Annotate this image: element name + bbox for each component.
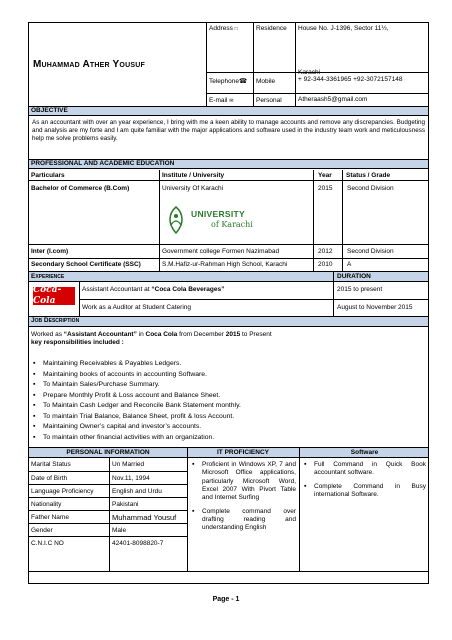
personal-row-line bbox=[29, 471, 187, 472]
job-intro bbox=[31, 331, 272, 339]
logo-word2: of Karachi bbox=[211, 220, 253, 229]
role2-duration: August to November 2015 bbox=[337, 304, 413, 311]
personal-value: Pakistani bbox=[112, 501, 139, 508]
edu-row-line bbox=[29, 258, 428, 259]
personal-row-line bbox=[29, 484, 187, 485]
list-item: ▪ Complete command over drafting reading and understanding English bbox=[190, 508, 296, 533]
personal-label: Date of Birth bbox=[31, 475, 68, 482]
telephone-value: + 92-344-3361965 +92-3072157148 bbox=[298, 76, 403, 83]
edu-row3-institute: S.M.Hafiz-ur-Rahman High School, Karachi bbox=[162, 261, 288, 268]
col-particulars: Particulars bbox=[31, 172, 65, 179]
exp-grid-line bbox=[79, 299, 428, 300]
bottom-grid-line bbox=[299, 447, 300, 571]
job-heading: Job Description bbox=[29, 316, 428, 327]
edu-row1-particular: Bachelor of Commerce (B.Com) bbox=[31, 185, 130, 192]
personal-value: 42401-8098820-7 bbox=[112, 540, 164, 547]
job-intro-from: from December bbox=[177, 331, 226, 338]
edu-grid-line bbox=[313, 170, 314, 271]
university-emblem-icon bbox=[163, 205, 189, 237]
personal-label: Gender bbox=[31, 527, 53, 534]
telephone-label: Telephone bbox=[209, 78, 239, 85]
personal-value: Nov.11, 1994 bbox=[112, 475, 150, 482]
personal-row-line bbox=[29, 497, 187, 498]
personal-row-line bbox=[29, 510, 187, 511]
address-label-cell bbox=[209, 25, 238, 33]
education-heading: PROFESSIONAL AND ACADEMIC EDUCATION bbox=[29, 159, 428, 169]
job-intro-company: Coca Cola bbox=[145, 331, 178, 338]
personal-label: Father Name bbox=[31, 514, 69, 521]
header-grid-line bbox=[206, 93, 428, 94]
list-item: ▪ Maintaining Owner’s capital and investor’s accounts. bbox=[31, 422, 411, 433]
edu-grid-line bbox=[342, 170, 343, 271]
list-item: ▪ To maintain Trial Balance, Balance Sheet, profit & loss Account. bbox=[31, 412, 411, 423]
personal-label: Nationality bbox=[31, 501, 62, 508]
list-item: ▪ Full Command in Quick Book accountant software. bbox=[302, 461, 426, 478]
logo-word1: UNIVERSITY bbox=[191, 209, 246, 219]
job-intro-role: “Assistant Accountant” bbox=[63, 331, 137, 338]
col-status: Status / Grade bbox=[346, 172, 391, 179]
job-intro-year: 2015 bbox=[225, 331, 241, 338]
edu-row-line bbox=[29, 244, 428, 245]
role2-text: Work as a Auditor at Student Catering bbox=[82, 304, 191, 311]
personal-label: Marital Status bbox=[31, 461, 71, 468]
objective-text: As an accountant with over an year experience, I bring with me a keen ability to manage accounts and remove any discrepancies. Budgeting and analysis are my forte and I am quite familiar with the major applications and software used in the industry team work and meticulousness help me solve problems easily. bbox=[32, 119, 425, 143]
bottom-table-line bbox=[29, 571, 428, 572]
telephone-icon: ☎ bbox=[239, 78, 248, 85]
duration-heading: DURATION bbox=[337, 273, 371, 280]
address-line1: House No. J-1396, Sector 11½, bbox=[298, 25, 389, 32]
bottom-grid-line bbox=[187, 447, 188, 571]
role1-text bbox=[82, 286, 224, 294]
telephone-type: Mobile bbox=[256, 78, 276, 85]
candidate-name: Muhammad Ather Yousuf bbox=[33, 59, 145, 70]
list-item: ▪ Maintaining Receivables & Payables Ledgers. bbox=[31, 359, 411, 370]
email-value[interactable]: Atheraash5@gmail.com bbox=[298, 96, 368, 103]
edu-row2-year: 2012 bbox=[318, 248, 333, 255]
list-item: ▪ Proficient in Windows XP, 7 and Microsoft Office applications, particularly Microsoft Word, Excel 2007 With Pivort Table and Internet Surfing bbox=[190, 461, 296, 503]
edu-row2-status: Second Division bbox=[347, 248, 394, 255]
edu-row1-status: Second Division bbox=[347, 185, 394, 192]
coca-cola-logo: Coca-Cola bbox=[33, 287, 75, 305]
email-label: E-mail bbox=[209, 97, 228, 104]
telephone-label-cell bbox=[209, 78, 247, 86]
edu-row1-year: 2015 bbox=[318, 185, 333, 192]
software-heading: Software bbox=[350, 449, 379, 456]
list-item: ▪ To Maintain Sales/Purchase Summary. bbox=[31, 380, 411, 391]
resume-page bbox=[28, 22, 429, 584]
personal-value: Muhammad Yousuf bbox=[112, 513, 177, 522]
objective-heading: OBJECTIVE bbox=[29, 106, 428, 116]
personal-value: Male bbox=[112, 527, 127, 534]
edu-row3-particular: Secondary School Certificate (SSC) bbox=[31, 261, 141, 268]
col-year: Year bbox=[318, 172, 332, 179]
personal-label: Language Proficiency bbox=[31, 488, 94, 495]
list-item: ▪ Complete Command in Busy international Software. bbox=[302, 483, 426, 500]
personal-row-line bbox=[29, 523, 187, 524]
personal-heading: PERSONAL INFORMATION bbox=[66, 449, 150, 456]
edu-row1-institute: University Of Karachi bbox=[162, 185, 224, 192]
job-intro-end: to Present bbox=[240, 331, 272, 338]
job-intro-pre: Worked as bbox=[31, 331, 64, 338]
experience-heading-bar bbox=[29, 271, 428, 282]
edu-row3-status: A bbox=[347, 261, 352, 268]
address-type: Residence bbox=[256, 25, 287, 32]
bottom-header-bar bbox=[29, 447, 428, 458]
email-label-cell bbox=[209, 97, 233, 105]
role1-company: “Coca Cola Beverages” bbox=[151, 286, 225, 293]
it-heading: IT PROFICIENCY bbox=[216, 449, 269, 456]
page-number: Page - 1 bbox=[212, 596, 240, 603]
responsibilities-label: key responsibilities included : bbox=[31, 339, 124, 346]
list-item: ▪ To Maintain Cash Ledger and Reconcile Bank Statement monthly. bbox=[31, 401, 411, 412]
personal-row-line bbox=[29, 536, 187, 537]
university-logo bbox=[163, 205, 253, 239]
experience-heading: Experience bbox=[31, 273, 65, 280]
bottom-grid-line bbox=[109, 458, 110, 571]
software-list bbox=[302, 461, 426, 499]
address-line2: Karachi bbox=[298, 69, 321, 76]
list-item: ▪ To maintain other financial activities with an organization. bbox=[31, 433, 411, 444]
personal-value: English and Urdu bbox=[112, 488, 162, 495]
address-label: Address bbox=[209, 25, 233, 32]
education-header-row bbox=[29, 170, 428, 181]
edu-row2-institute: Government college Formen Nazimabad bbox=[162, 248, 280, 255]
home-icon: □ bbox=[234, 26, 238, 32]
personal-label: C.N.I.C NO bbox=[31, 540, 64, 547]
email-type: Personal bbox=[256, 97, 282, 104]
exp-grid-line bbox=[333, 271, 334, 316]
edu-grid-line bbox=[159, 170, 160, 271]
email-icon: ✉ bbox=[229, 98, 234, 104]
list-item: ▪ Prepare Monthly Profit & Loss account and Balance Sheet. bbox=[31, 391, 411, 402]
edu-row3-year: 2010 bbox=[318, 261, 333, 268]
personal-value: Un Married bbox=[112, 461, 145, 468]
role1-duration: 2015 to present bbox=[337, 286, 383, 293]
edu-row2-particular: Inter (I.com) bbox=[31, 248, 69, 255]
job-intro-mid: in bbox=[136, 331, 146, 338]
col-institute: Institute / University bbox=[162, 172, 225, 179]
role1-prefix: Assistant Accountant at bbox=[82, 286, 152, 293]
it-proficiency-list bbox=[190, 461, 296, 533]
responsibilities-list bbox=[31, 359, 411, 443]
list-item: ▪ Maintaining books of accounts in accounting Software. bbox=[31, 370, 411, 381]
